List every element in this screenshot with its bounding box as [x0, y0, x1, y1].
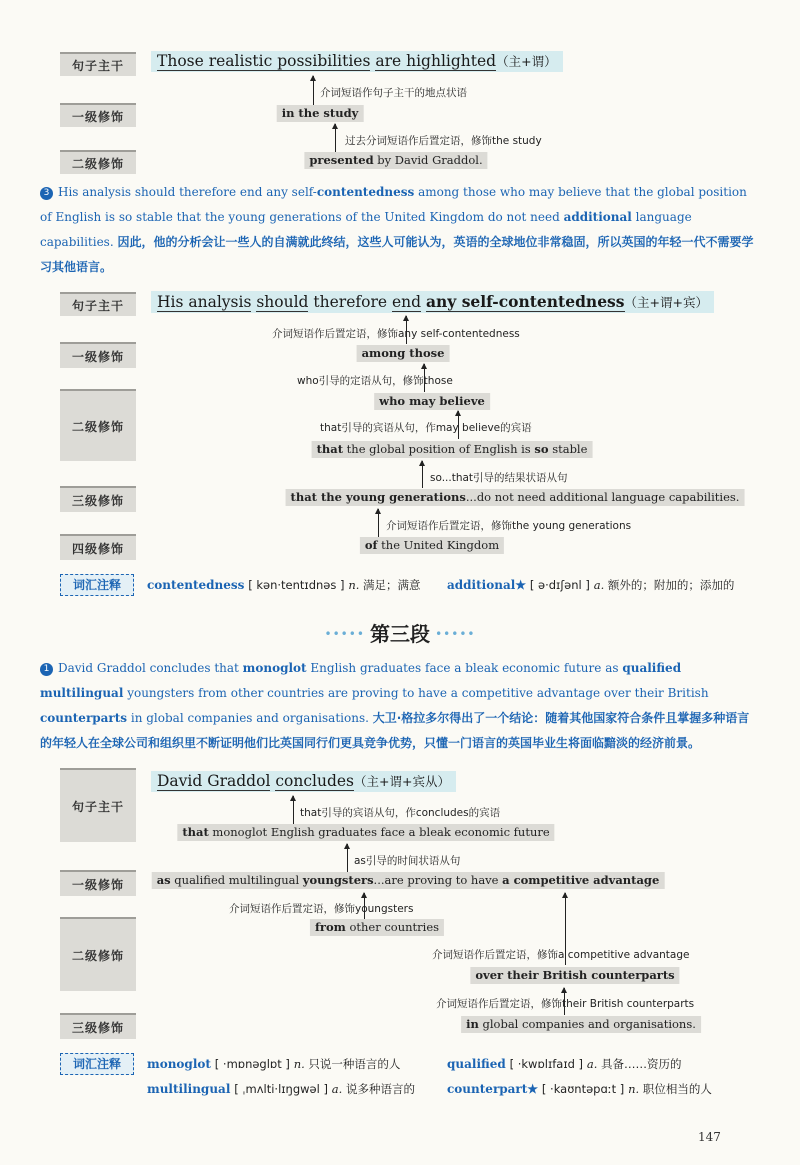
modifier-bold: a competitive advantage [502, 873, 660, 887]
modifier-bold: so [534, 442, 549, 456]
paragraph-number: 1 [40, 663, 53, 676]
keyword: monoglot [242, 661, 307, 675]
vocab-word: qualified [447, 1057, 506, 1071]
label-level2: 二级修饰 [60, 150, 136, 174]
label-level2: 二级修饰 [60, 389, 136, 461]
vocab-phonetic: [ kən·tentɪdnəs ] [248, 578, 345, 592]
arrow [313, 76, 314, 106]
note: 介词短语作后置定语，修饰their British counterparts [436, 998, 695, 1010]
vocab-word: counterpart★ [447, 1082, 539, 1096]
note: so...that引导的结果状语从句 [430, 472, 568, 484]
heading-decoration-right: ••••• [435, 627, 476, 641]
keyword: additional [563, 210, 632, 224]
vocab-definition: 说多种语言的 [345, 1082, 415, 1096]
sentence-main-1 [151, 51, 563, 72]
vocab-phonetic: [ ·kaʊntəpɑːt ] [541, 1082, 625, 1096]
modifier-text: qualified multilingual [170, 873, 303, 887]
modifier-bold: as [156, 873, 171, 887]
vocab-definition: 只说一种语言的人 [308, 1057, 401, 1071]
vocab-label: 词汇注释 [60, 574, 134, 596]
vocab-pos: a. [586, 1057, 598, 1071]
vocab-pos: n. [348, 578, 360, 592]
modifier-bold: that [182, 825, 209, 839]
vocab-phonetic: [ ·kwɒlɪfaɪd ] [509, 1057, 584, 1071]
vocab-entry [447, 1056, 682, 1072]
verb: end [391, 293, 422, 311]
modifier [177, 824, 554, 841]
vocab-word: multilingual [147, 1082, 231, 1096]
modifier-text: stable [548, 442, 588, 456]
vocab-word: monoglot [147, 1057, 211, 1071]
keyword: counterparts [40, 711, 128, 725]
structure-tag: （主+谓+宾从） [354, 774, 450, 789]
label-main: 句子主干 [60, 52, 136, 76]
modifier [152, 872, 665, 889]
vocab-entry [147, 1056, 400, 1072]
vocab-entry [147, 1081, 415, 1097]
paragraph-text: youngsters from other countries are proving to have a competitive advantage over their British [123, 686, 709, 700]
modifier-text: monoglot English graduates face a bleak economic future [208, 825, 550, 839]
label-main: 句子主干 [60, 768, 136, 842]
vocab-word: additional★ [447, 578, 527, 592]
adverb: therefore [308, 293, 392, 311]
vocab-phonetic: [ ˌmʌlti·lɪŋgwəl ] [234, 1082, 328, 1096]
vocab-entry [147, 577, 421, 593]
modifier-bold: youngsters [302, 873, 374, 887]
label-level4: 四级修饰 [60, 534, 136, 560]
vocab-pos: a. [593, 578, 605, 592]
label-level2: 二级修饰 [60, 917, 136, 991]
structure-tag: （主+谓） [496, 54, 557, 69]
paragraph-3 [40, 180, 755, 280]
modifier-text: who may believe [379, 394, 485, 408]
modifier-text: among those [361, 346, 445, 360]
predicate: concludes [275, 772, 355, 790]
modifier [304, 152, 487, 169]
vocab-definition: 职位相当的人 [642, 1082, 712, 1096]
modifier [310, 919, 444, 936]
keyword: contentedness [316, 185, 415, 199]
vocab-phonetic: [ ə·dɪʃənl ] [529, 578, 590, 592]
paragraph-text: in global companies and organisations. [127, 711, 369, 725]
structure-tag: （主+谓+宾） [624, 295, 708, 310]
modifier-bold: that the young generations [290, 490, 466, 504]
paragraph-text: English graduates face a bleak economic future as [306, 661, 623, 675]
modifier-text: ...do not need additional language capabilities. [465, 490, 740, 504]
modifier [312, 441, 593, 458]
label-level3: 三级修饰 [60, 486, 136, 512]
paragraph-text: language capabilities. [40, 210, 692, 249]
modifier-bold: of [364, 538, 378, 552]
subject: David Graddol [157, 772, 271, 790]
vocab-pos: n. [293, 1057, 305, 1071]
note: 介词短语作后置定语，修饰the young generations [386, 520, 632, 532]
note: that引导的宾语从句，作may believe的宾语 [320, 422, 532, 434]
note: 介词短语作后置定语，修饰any self-contentedness [272, 328, 520, 340]
vocab-word: contentedness [147, 578, 245, 592]
note: 介词短语作句子主干的地点状语 [320, 87, 467, 99]
vocab-entry [447, 577, 734, 593]
modifier [461, 1016, 701, 1033]
note: 过去分词短语作后置定语，修饰the study [345, 135, 542, 147]
label-level1: 一级修饰 [60, 342, 136, 368]
modifier-text: global companies and organisations. [478, 1017, 696, 1031]
subject: Those realistic possibilities [157, 52, 371, 70]
modifier-text: ...are proving to have [373, 873, 503, 887]
modifier [360, 537, 504, 554]
label-main: 句子主干 [60, 292, 136, 316]
modifier [286, 489, 745, 506]
arrow [378, 509, 379, 537]
vocab-definition: 额外的；附加的；添加的 [607, 578, 735, 592]
arrow [335, 124, 336, 152]
note: 介词短语作后置定语，修饰a competitive advantage [432, 949, 690, 961]
vocab-definition: 满足；满意 [363, 578, 421, 592]
vocab-definition: 具备……资历的 [601, 1057, 682, 1071]
translation: 大卫·格拉多尔得出了一个结论：随着其他国家符合条件且掌握多种语言的年轻人在全球公司和组织里不断证明他们比英国同行们更具竞争优势，只懂一门语言的英国毕业生将面临黯淡的经济前景。 [40, 711, 750, 750]
modifier-text: over their British counterparts [475, 968, 675, 982]
modifier-bold: in [466, 1017, 479, 1031]
arrow [422, 461, 423, 488]
paragraph-1 [40, 656, 755, 756]
modifier-bold: presented [309, 153, 374, 167]
note: who引导的定语从句，修饰those [297, 375, 453, 387]
modifier-text: the United Kingdom [377, 538, 500, 552]
paragraph-text: David Graddol concludes that [58, 661, 243, 675]
section-heading [0, 618, 800, 647]
modifier-text: other countries [345, 920, 440, 934]
label-level1: 一级修饰 [60, 103, 136, 127]
label-level3: 三级修饰 [60, 1013, 136, 1039]
modifier-text: by David Graddol. [373, 153, 483, 167]
paragraph-number: 3 [40, 187, 53, 200]
label-level1: 一级修饰 [60, 870, 136, 896]
arrow [347, 844, 348, 872]
modifier [277, 105, 364, 122]
sentence-main-3 [151, 771, 456, 792]
vocab-pos: a. [331, 1082, 343, 1096]
note: as引导的时间状语从句 [354, 855, 461, 867]
paragraph-text: among those who may believe that the global position of English is so stable that the young generations of the United Kingdom do not need [40, 185, 747, 224]
page-number: 147 [698, 1130, 721, 1144]
vocab-phonetic: [ ·mɒnəglɒt ] [214, 1057, 290, 1071]
arrow [293, 796, 294, 824]
modifier-text: the global position of English is [343, 442, 535, 456]
object: any self-contentedness [425, 292, 625, 311]
note: 介词短语作后置定语，修饰youngsters [229, 903, 414, 915]
modifier [470, 967, 679, 984]
sentence-main-2 [151, 291, 714, 313]
modifier [357, 345, 450, 362]
modifier [374, 393, 490, 410]
heading-title: 第三段 [370, 622, 430, 646]
modifier-text: in the study [281, 106, 359, 120]
subject: His analysis [157, 293, 252, 311]
predicate: should [256, 293, 309, 311]
translation: 因此，他的分析会让一些人的自满就此终结，这些人可能认为，英语的全球地位非常稳固，所以英国的年轻一代不需要学习其他语言。 [40, 235, 754, 274]
heading-decoration-left: ••••• [324, 627, 365, 641]
keyword: qualified multilingual [40, 661, 682, 700]
modifier-bold: that [316, 442, 344, 456]
paragraph-text: His analysis should therefore end any self- [58, 185, 317, 199]
vocab-label: 词汇注释 [60, 1053, 134, 1075]
predicate: are highlighted [375, 52, 497, 70]
vocab-entry [447, 1081, 712, 1097]
note: that引导的宾语从句，作concludes的宾语 [300, 807, 501, 819]
modifier-bold: from [314, 920, 346, 934]
vocab-pos: n. [628, 1082, 640, 1096]
